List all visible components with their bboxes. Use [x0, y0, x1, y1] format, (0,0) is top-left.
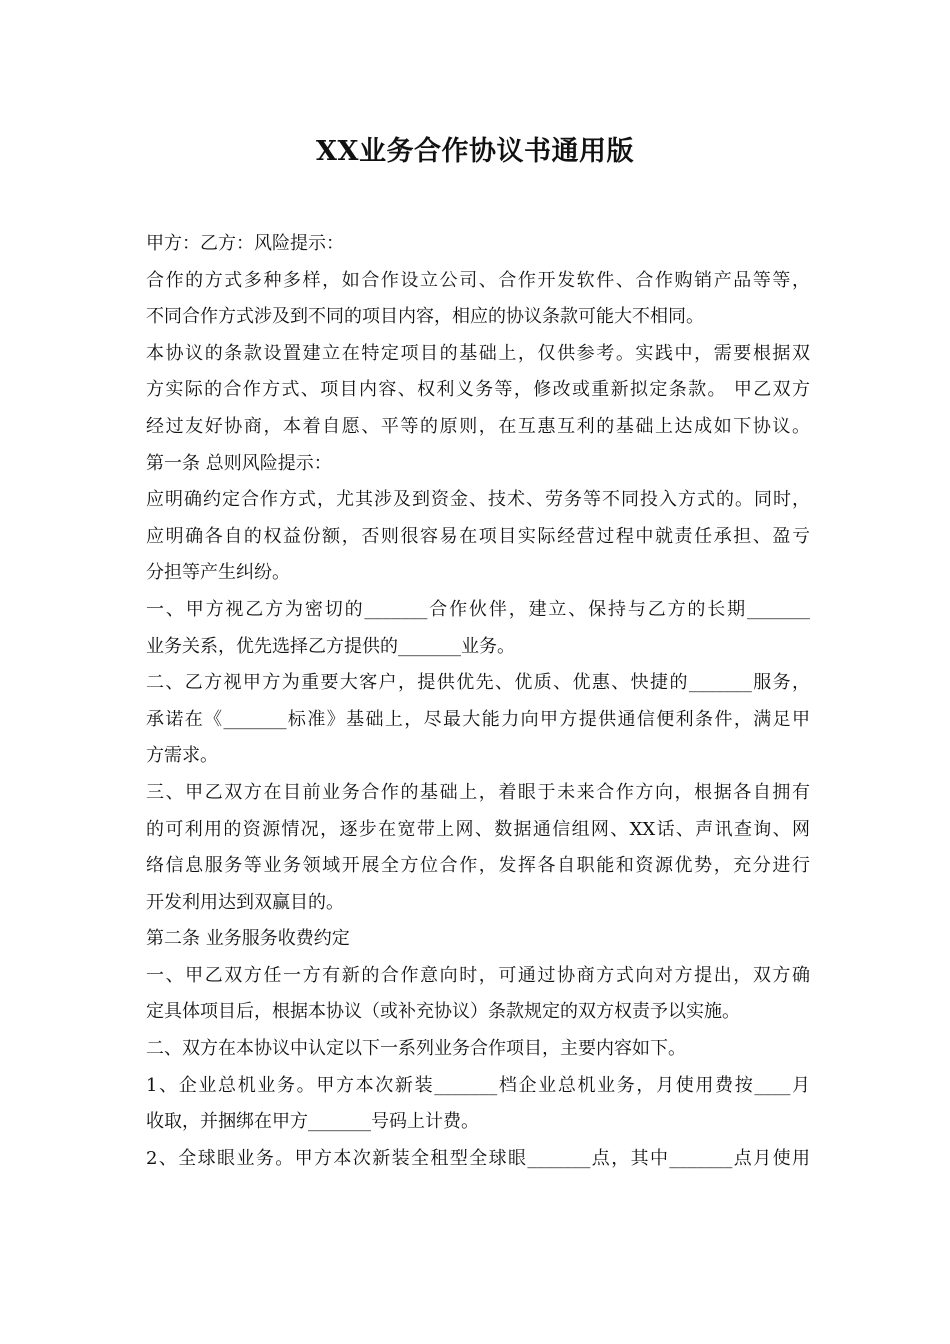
body-line: 合作的方式多种多样，如合作设立公司、合作开发软件、合作购销产品等等，	[146, 269, 810, 291]
section-heading: 第二条 业务服务收费约定	[146, 928, 350, 950]
body-line: 定具体项目后，根据本协议（或补充协议）条款规定的双方权责予以实施。	[146, 1001, 740, 1023]
body-line: 二、双方在本协议中认定以下一系列业务合作项目，主要内容如下。	[146, 1038, 686, 1060]
body-line: 承诺在《_______标准》基础上，尽最大能力向甲方提供通信便利条件，满足甲	[146, 708, 810, 730]
body-line: 分担等产生纠纷。	[146, 562, 290, 584]
body-line: 二、乙方视甲方为重要大客户，提供优先、优质、优惠、快捷的_______服务，	[146, 672, 810, 694]
body-line: 不同合作方式涉及到不同的项目内容，相应的协议条款可能大不相同。	[146, 306, 704, 328]
body-line: 三、甲乙双方在目前业务合作的基础上，着眼于未来合作方向，根据各自拥有	[146, 781, 810, 803]
document-title: XX业务合作协议书通用版	[316, 136, 634, 167]
section-heading: 第一条 总则风险提示：	[146, 452, 332, 474]
body-line: 方实际的合作方式、项目内容、权利义务等，修改或重新拟定条款。 甲乙双方	[146, 379, 810, 401]
body-line: 一、甲方视乙方为密切的_______合作伙伴，建立、保持与乙方的长期_______	[146, 598, 810, 620]
body-line: 甲方：乙方：风险提示：	[146, 233, 344, 254]
body-line: 方需求。	[146, 745, 218, 767]
body-line: 的可利用的资源情况，逐步在宽带上网、数据通信组网、XX话、声讯查询、网	[146, 818, 810, 840]
body-line: 2、全球眼业务。甲方本次新装全租型全球眼_______点，其中_______点月使用	[146, 1147, 810, 1169]
body-line: 应明确约定合作方式，尤其涉及到资金、技术、劳务等不同投入方式的。同时，	[146, 489, 810, 511]
body-line: 应明确各自的权益份额，否则很容易在项目实际经营过程中就责任承担、盈亏	[146, 525, 810, 547]
document-body	[146, 226, 810, 1177]
body-line: 开发利用达到双赢目的。	[146, 891, 344, 913]
body-line: 收取，并捆绑在甲方_______号码上计费。	[146, 1111, 479, 1133]
body-line: 络信息服务等业务领域开展全方位合作，发挥各自职能和资源优势，充分进行	[146, 855, 810, 877]
body-line: 一、甲乙双方任一方有新的合作意向时，可通过协商方式向对方提出，双方确	[146, 964, 810, 986]
body-line: 业务关系，优先选择乙方提供的_______业务。	[146, 635, 515, 657]
body-line: 1、企业总机业务。甲方本次新装_______档企业总机业务，月使用费按____月	[146, 1074, 810, 1096]
body-line: 本协议的条款设置建立在特定项目的基础上，仅供参考。实践中，需要根据双	[146, 342, 810, 364]
body-line: 经过友好协商，本着自愿、平等的原则，在互惠互利的基础上达成如下协议。	[146, 415, 810, 437]
